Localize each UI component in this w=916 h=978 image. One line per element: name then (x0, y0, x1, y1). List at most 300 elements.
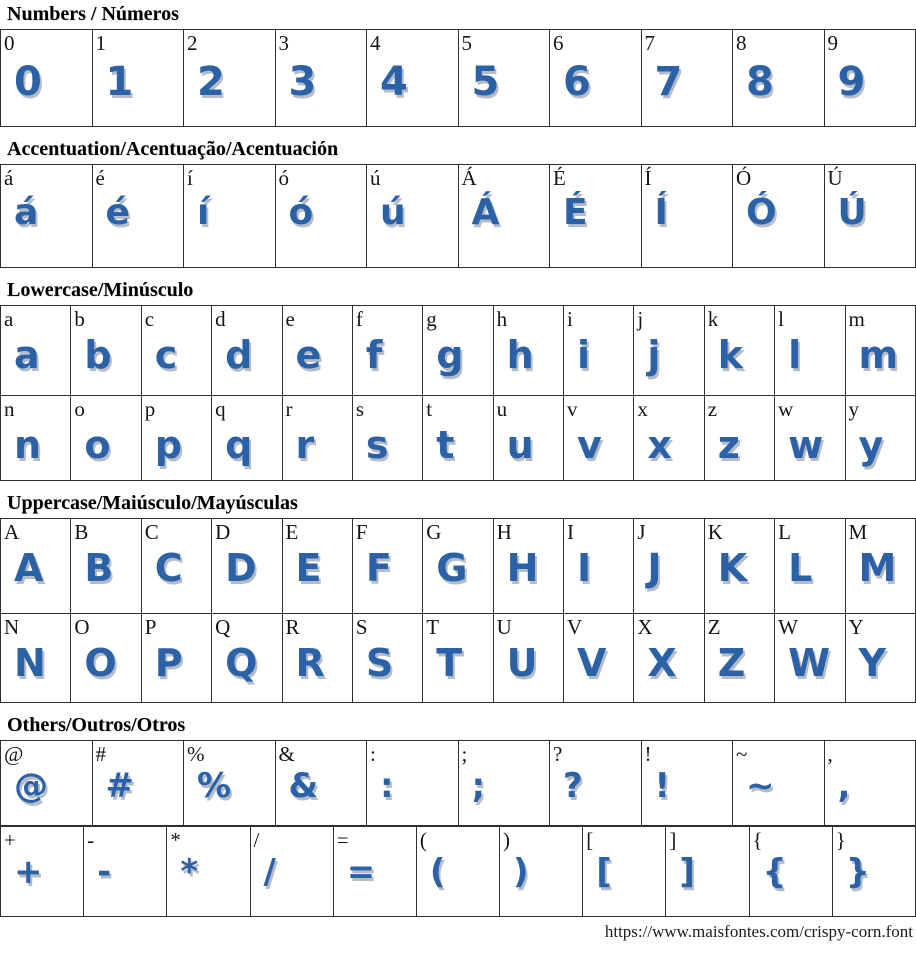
glyph-cell (666, 827, 749, 917)
reference-char: = (336, 828, 349, 852)
glyph-cell (212, 396, 282, 481)
font-glyph: 8 (746, 59, 774, 106)
reference-char: X (637, 615, 653, 639)
glyph-cell (184, 30, 276, 127)
font-glyph: L (788, 546, 813, 591)
glyph-cell (775, 396, 845, 481)
reference-char: i (567, 307, 573, 331)
font-glyph: í (197, 192, 210, 234)
reference-char: r (285, 397, 293, 421)
font-glyph: Ú (837, 192, 867, 234)
reference-char: @ (4, 742, 24, 766)
glyph-row (1, 306, 916, 396)
glyph-cell (704, 396, 774, 481)
glyph-table (0, 164, 916, 268)
glyph-cell (1, 30, 93, 127)
font-glyph: P (154, 641, 183, 686)
glyph-cell (184, 741, 276, 826)
font-glyph: a (14, 333, 40, 378)
glyph-cell (92, 30, 184, 127)
reference-char: K (707, 520, 723, 544)
glyph-cell (71, 306, 141, 396)
section-others (0, 714, 916, 917)
glyph-cell (141, 614, 211, 703)
glyph-cell (282, 396, 352, 481)
glyph-cell (550, 741, 642, 826)
reference-char: - (87, 828, 95, 852)
reference-char: z (707, 397, 718, 421)
font-glyph: { (762, 852, 787, 893)
font-glyph: f (365, 333, 383, 378)
glyph-cell (775, 306, 845, 396)
reference-char: Ú (827, 166, 843, 190)
glyph-cell (167, 827, 250, 917)
glyph-cell (845, 396, 916, 481)
font-glyph: 7 (654, 59, 683, 106)
glyph-cell (641, 30, 733, 127)
glyph-cell (282, 306, 352, 396)
font-glyph: l (788, 333, 802, 378)
font-glyph: 5 (471, 59, 500, 106)
font-glyph: X (647, 641, 677, 686)
font-glyph: } (845, 852, 870, 893)
font-glyph: & (288, 766, 319, 807)
font-glyph: D (225, 546, 257, 591)
reference-char: + (4, 828, 16, 852)
reference-char: o (74, 397, 85, 421)
glyph-cell (634, 396, 704, 481)
glyph-cell (423, 396, 493, 481)
glyph-cell (704, 519, 774, 614)
font-glyph: ó (288, 192, 314, 234)
glyph-cell (212, 306, 282, 396)
section-title: Others/Outros/Otros (7, 714, 186, 736)
reference-char: u (496, 397, 508, 421)
reference-char: ú (370, 166, 381, 190)
glyph-cell (1, 827, 84, 917)
reference-char: / (253, 828, 260, 852)
reference-char: s (355, 397, 365, 421)
glyph-row (1, 165, 916, 268)
glyph-cell (564, 396, 634, 481)
reference-char: { (752, 828, 763, 852)
font-glyph: Í (654, 192, 668, 234)
glyph-cell (634, 519, 704, 614)
reference-char: ! (644, 742, 652, 766)
reference-char: 6 (553, 31, 564, 55)
reference-char: A (4, 520, 20, 544)
font-glyph: É (563, 192, 588, 234)
glyph-cell (458, 165, 550, 268)
font-glyph: * (180, 852, 199, 893)
reference-char: w (778, 397, 794, 421)
font-glyph: @ (14, 766, 48, 807)
reference-char: , (827, 742, 833, 766)
reference-char: F (355, 520, 368, 544)
reference-char: c (144, 307, 155, 331)
reference-char: 4 (370, 31, 381, 55)
glyph-cell (333, 827, 416, 917)
font-glyph: ; (471, 766, 486, 807)
glyph-cell (634, 614, 704, 703)
reference-char: v (567, 397, 578, 421)
reference-char: é (95, 166, 105, 190)
font-glyph: + (14, 852, 43, 893)
glyph-cell (423, 306, 493, 396)
reference-char: n (4, 397, 15, 421)
reference-char: ; (461, 742, 468, 766)
glyph-cell (1, 614, 71, 703)
glyph-cell (423, 519, 493, 614)
glyph-cell (641, 741, 733, 826)
font-glyph: n (14, 423, 42, 468)
font-glyph: J (647, 546, 662, 591)
glyph-cell (1, 165, 93, 268)
glyph-table (0, 29, 916, 127)
reference-char: ? (553, 742, 563, 766)
font-glyph: o (84, 423, 111, 468)
glyph-cell (704, 306, 774, 396)
glyph-cell (733, 741, 825, 826)
font-glyph: v (577, 423, 602, 468)
glyph-cell (749, 827, 832, 917)
reference-char: J (637, 520, 646, 544)
reference-char: Y (848, 615, 864, 639)
section-numbers (0, 3, 916, 127)
font-glyph: E (295, 546, 322, 591)
reference-char: G (426, 520, 442, 544)
section-title: Lowercase/Minúsculo (7, 279, 194, 301)
glyph-cell (71, 519, 141, 614)
reference-char: Í (644, 166, 652, 190)
font-glyph: / (263, 852, 276, 893)
glyph-cell (775, 519, 845, 614)
reference-char: m (848, 307, 865, 331)
font-glyph: ] (679, 852, 695, 893)
font-glyph: Q (225, 641, 258, 686)
glyph-cell (564, 614, 634, 703)
glyph-cell (550, 165, 642, 268)
font-glyph: g (436, 333, 464, 378)
reference-char: O (74, 615, 90, 639)
reference-char: ) (503, 828, 511, 852)
reference-char: 7 (644, 31, 655, 55)
glyph-row (1, 30, 916, 127)
font-glyph: é (105, 192, 130, 234)
glyph-cell (1, 519, 71, 614)
font-glyph: Á (471, 192, 500, 234)
glyph-cell (352, 614, 422, 703)
font-glyph: R (295, 641, 325, 686)
glyph-cell (564, 519, 634, 614)
font-glyph: ! (654, 766, 671, 807)
reference-char: É (553, 166, 566, 190)
glyph-cell (1, 306, 71, 396)
glyph-cell (824, 30, 916, 127)
font-specimen-page (0, 3, 916, 942)
reference-char: N (4, 615, 20, 639)
glyph-cell (704, 614, 774, 703)
font-glyph: p (154, 423, 182, 468)
glyph-cell (367, 30, 459, 127)
glyph-cell (775, 614, 845, 703)
glyph-cell (416, 827, 499, 917)
font-glyph: O (84, 641, 117, 686)
glyph-cell (282, 614, 352, 703)
font-glyph: h (506, 333, 534, 378)
font-glyph: [ (596, 852, 612, 893)
reference-char: á (4, 166, 14, 190)
glyph-cell (352, 396, 422, 481)
reference-char: : (370, 742, 376, 766)
reference-char: T (426, 615, 440, 639)
reference-char: E (285, 520, 299, 544)
reference-char: 2 (187, 31, 198, 55)
font-glyph: % (197, 766, 232, 807)
glyph-cell (141, 519, 211, 614)
reference-char: Q (215, 615, 231, 639)
font-glyph: 0 (14, 59, 42, 106)
font-glyph: u (506, 423, 534, 468)
font-glyph: w (788, 423, 824, 468)
font-glyph: = (346, 852, 376, 893)
glyph-cell (458, 30, 550, 127)
reference-char: M (848, 520, 868, 544)
font-glyph: S (365, 641, 394, 686)
font-glyph: ú (380, 192, 406, 234)
reference-char: 3 (278, 31, 289, 55)
font-glyph: r (295, 423, 315, 468)
font-glyph: s (365, 423, 389, 468)
glyph-cell (493, 306, 563, 396)
font-glyph: U (506, 641, 538, 686)
font-glyph: k (717, 333, 744, 378)
font-glyph: V (577, 641, 607, 686)
reference-char: ] (669, 828, 677, 852)
glyph-cell (733, 165, 825, 268)
reference-char: P (144, 615, 157, 639)
glyph-cell (212, 614, 282, 703)
reference-char: t (426, 397, 433, 421)
glyph-cell (832, 827, 915, 917)
reference-char: Z (707, 615, 721, 639)
font-glyph: Z (717, 641, 746, 686)
reference-char: C (144, 520, 159, 544)
font-glyph: # (105, 766, 134, 807)
section-title: Accentuation/Acentuação/Acentuación (7, 138, 339, 160)
glyph-cell (423, 614, 493, 703)
glyph-cell (493, 519, 563, 614)
glyph-cell (71, 614, 141, 703)
reference-char: l (778, 307, 784, 331)
glyph-cell (845, 306, 916, 396)
reference-char: ~ (736, 742, 748, 766)
font-glyph: á (14, 192, 39, 234)
glyph-cell (458, 741, 550, 826)
font-glyph: 9 (837, 59, 866, 106)
glyph-cell (212, 519, 282, 614)
reference-char: 8 (736, 31, 747, 55)
glyph-cell (71, 396, 141, 481)
font-glyph: 3 (288, 59, 317, 106)
reference-char: y (848, 397, 859, 421)
reference-char: Ó (736, 166, 752, 190)
font-glyph: ? (563, 766, 583, 807)
reference-char: b (74, 307, 85, 331)
reference-char: D (215, 520, 231, 544)
font-glyph: t (436, 423, 455, 468)
glyph-cell (824, 165, 916, 268)
reference-char: h (496, 307, 508, 331)
glyph-cell (634, 306, 704, 396)
font-glyph: j (647, 333, 661, 378)
glyph-table (0, 518, 916, 703)
glyph-cell (275, 165, 367, 268)
glyph-cell (275, 741, 367, 826)
reference-char: V (567, 615, 583, 639)
font-glyph: z (717, 423, 740, 468)
reference-char: 1 (95, 31, 106, 55)
glyph-cell (367, 741, 459, 826)
font-glyph: N (14, 641, 46, 686)
reference-char: U (496, 615, 512, 639)
font-glyph: d (225, 333, 253, 378)
glyph-cell (282, 519, 352, 614)
font-glyph: K (717, 546, 748, 591)
reference-char: í (187, 166, 193, 190)
glyph-row (1, 827, 916, 917)
font-glyph: 6 (563, 59, 591, 106)
glyph-sections (0, 3, 916, 917)
reference-char: 0 (4, 31, 15, 55)
reference-char: 5 (461, 31, 472, 55)
reference-char: x (637, 397, 648, 421)
glyph-cell (352, 306, 422, 396)
glyph-cell (352, 519, 422, 614)
glyph-cell (84, 827, 167, 917)
reference-char: a (4, 307, 14, 331)
glyph-cell (92, 741, 184, 826)
section-uppercase (0, 492, 916, 703)
glyph-cell (845, 614, 916, 703)
glyph-table (0, 305, 916, 481)
font-glyph: y (858, 423, 884, 468)
glyph-row (1, 614, 916, 703)
font-glyph: b (84, 333, 112, 378)
glyph-table (0, 740, 916, 826)
font-glyph: A (14, 546, 44, 591)
reference-char: e (285, 307, 295, 331)
font-glyph: T (436, 641, 463, 686)
footer-url: https://www.maisfontes.com/crispy-corn.font (604, 922, 913, 941)
font-glyph: 2 (197, 59, 225, 106)
glyph-cell (824, 741, 916, 826)
reference-char: 9 (827, 31, 838, 55)
glyph-cell (250, 827, 333, 917)
glyph-cell (275, 30, 367, 127)
glyph-cell (500, 827, 583, 917)
section-accentuation (0, 138, 916, 268)
font-glyph: : (380, 766, 394, 807)
reference-char: d (215, 307, 226, 331)
font-glyph: M (858, 546, 897, 591)
section-lowercase (0, 279, 916, 481)
reference-char: * (170, 828, 181, 852)
reference-char: I (567, 520, 574, 544)
font-glyph: G (436, 546, 468, 591)
glyph-cell (141, 396, 211, 481)
glyph-cell (92, 165, 184, 268)
reference-char: Á (461, 166, 477, 190)
reference-char: ó (278, 166, 289, 190)
font-glyph: W (788, 641, 831, 686)
glyph-cell (550, 30, 642, 127)
font-glyph: e (295, 333, 322, 378)
font-glyph: , (837, 766, 851, 807)
reference-char: [ (586, 828, 594, 852)
font-glyph: ) (513, 852, 529, 893)
reference-char: g (426, 307, 437, 331)
glyph-cell (493, 614, 563, 703)
font-glyph: 4 (380, 59, 408, 106)
reference-char: j (637, 307, 644, 331)
font-glyph: 1 (105, 59, 134, 106)
font-glyph: x (647, 423, 672, 468)
glyph-cell (367, 165, 459, 268)
glyph-cell (184, 165, 276, 268)
reference-char: B (74, 520, 89, 544)
glyph-row (1, 741, 916, 826)
reference-char: H (496, 520, 512, 544)
glyph-cell (583, 827, 666, 917)
glyph-cell (733, 30, 825, 127)
reference-char: W (778, 615, 798, 639)
font-glyph: H (506, 546, 539, 591)
reference-char: p (144, 397, 156, 421)
font-glyph: q (225, 423, 253, 468)
glyph-cell (1, 741, 93, 826)
glyph-table (0, 826, 916, 917)
font-glyph: ( (429, 852, 446, 893)
section-title: Uppercase/Maiúsculo/Mayúsculas (7, 492, 298, 514)
font-glyph: m (858, 333, 899, 378)
reference-char: q (215, 397, 226, 421)
font-glyph: C (154, 546, 183, 591)
reference-char: ( (419, 828, 427, 852)
font-glyph: B (84, 546, 114, 591)
glyph-row (1, 396, 916, 481)
font-glyph: I (577, 546, 592, 591)
font-glyph: i (577, 333, 591, 378)
reference-char: } (835, 828, 846, 852)
reference-char: S (355, 615, 368, 639)
font-glyph: Y (858, 641, 887, 686)
glyph-cell (641, 165, 733, 268)
reference-char: f (355, 307, 363, 331)
font-glyph: F (365, 546, 392, 591)
glyph-cell (564, 306, 634, 396)
reference-char: L (778, 520, 791, 544)
font-glyph: c (154, 333, 178, 378)
font-glyph: - (97, 852, 112, 893)
glyph-cell (141, 306, 211, 396)
glyph-row (1, 519, 916, 614)
reference-char: & (278, 742, 295, 766)
glyph-cell (1, 396, 71, 481)
glyph-cell (845, 519, 916, 614)
reference-char: R (285, 615, 300, 639)
font-glyph: ~ (746, 766, 775, 807)
